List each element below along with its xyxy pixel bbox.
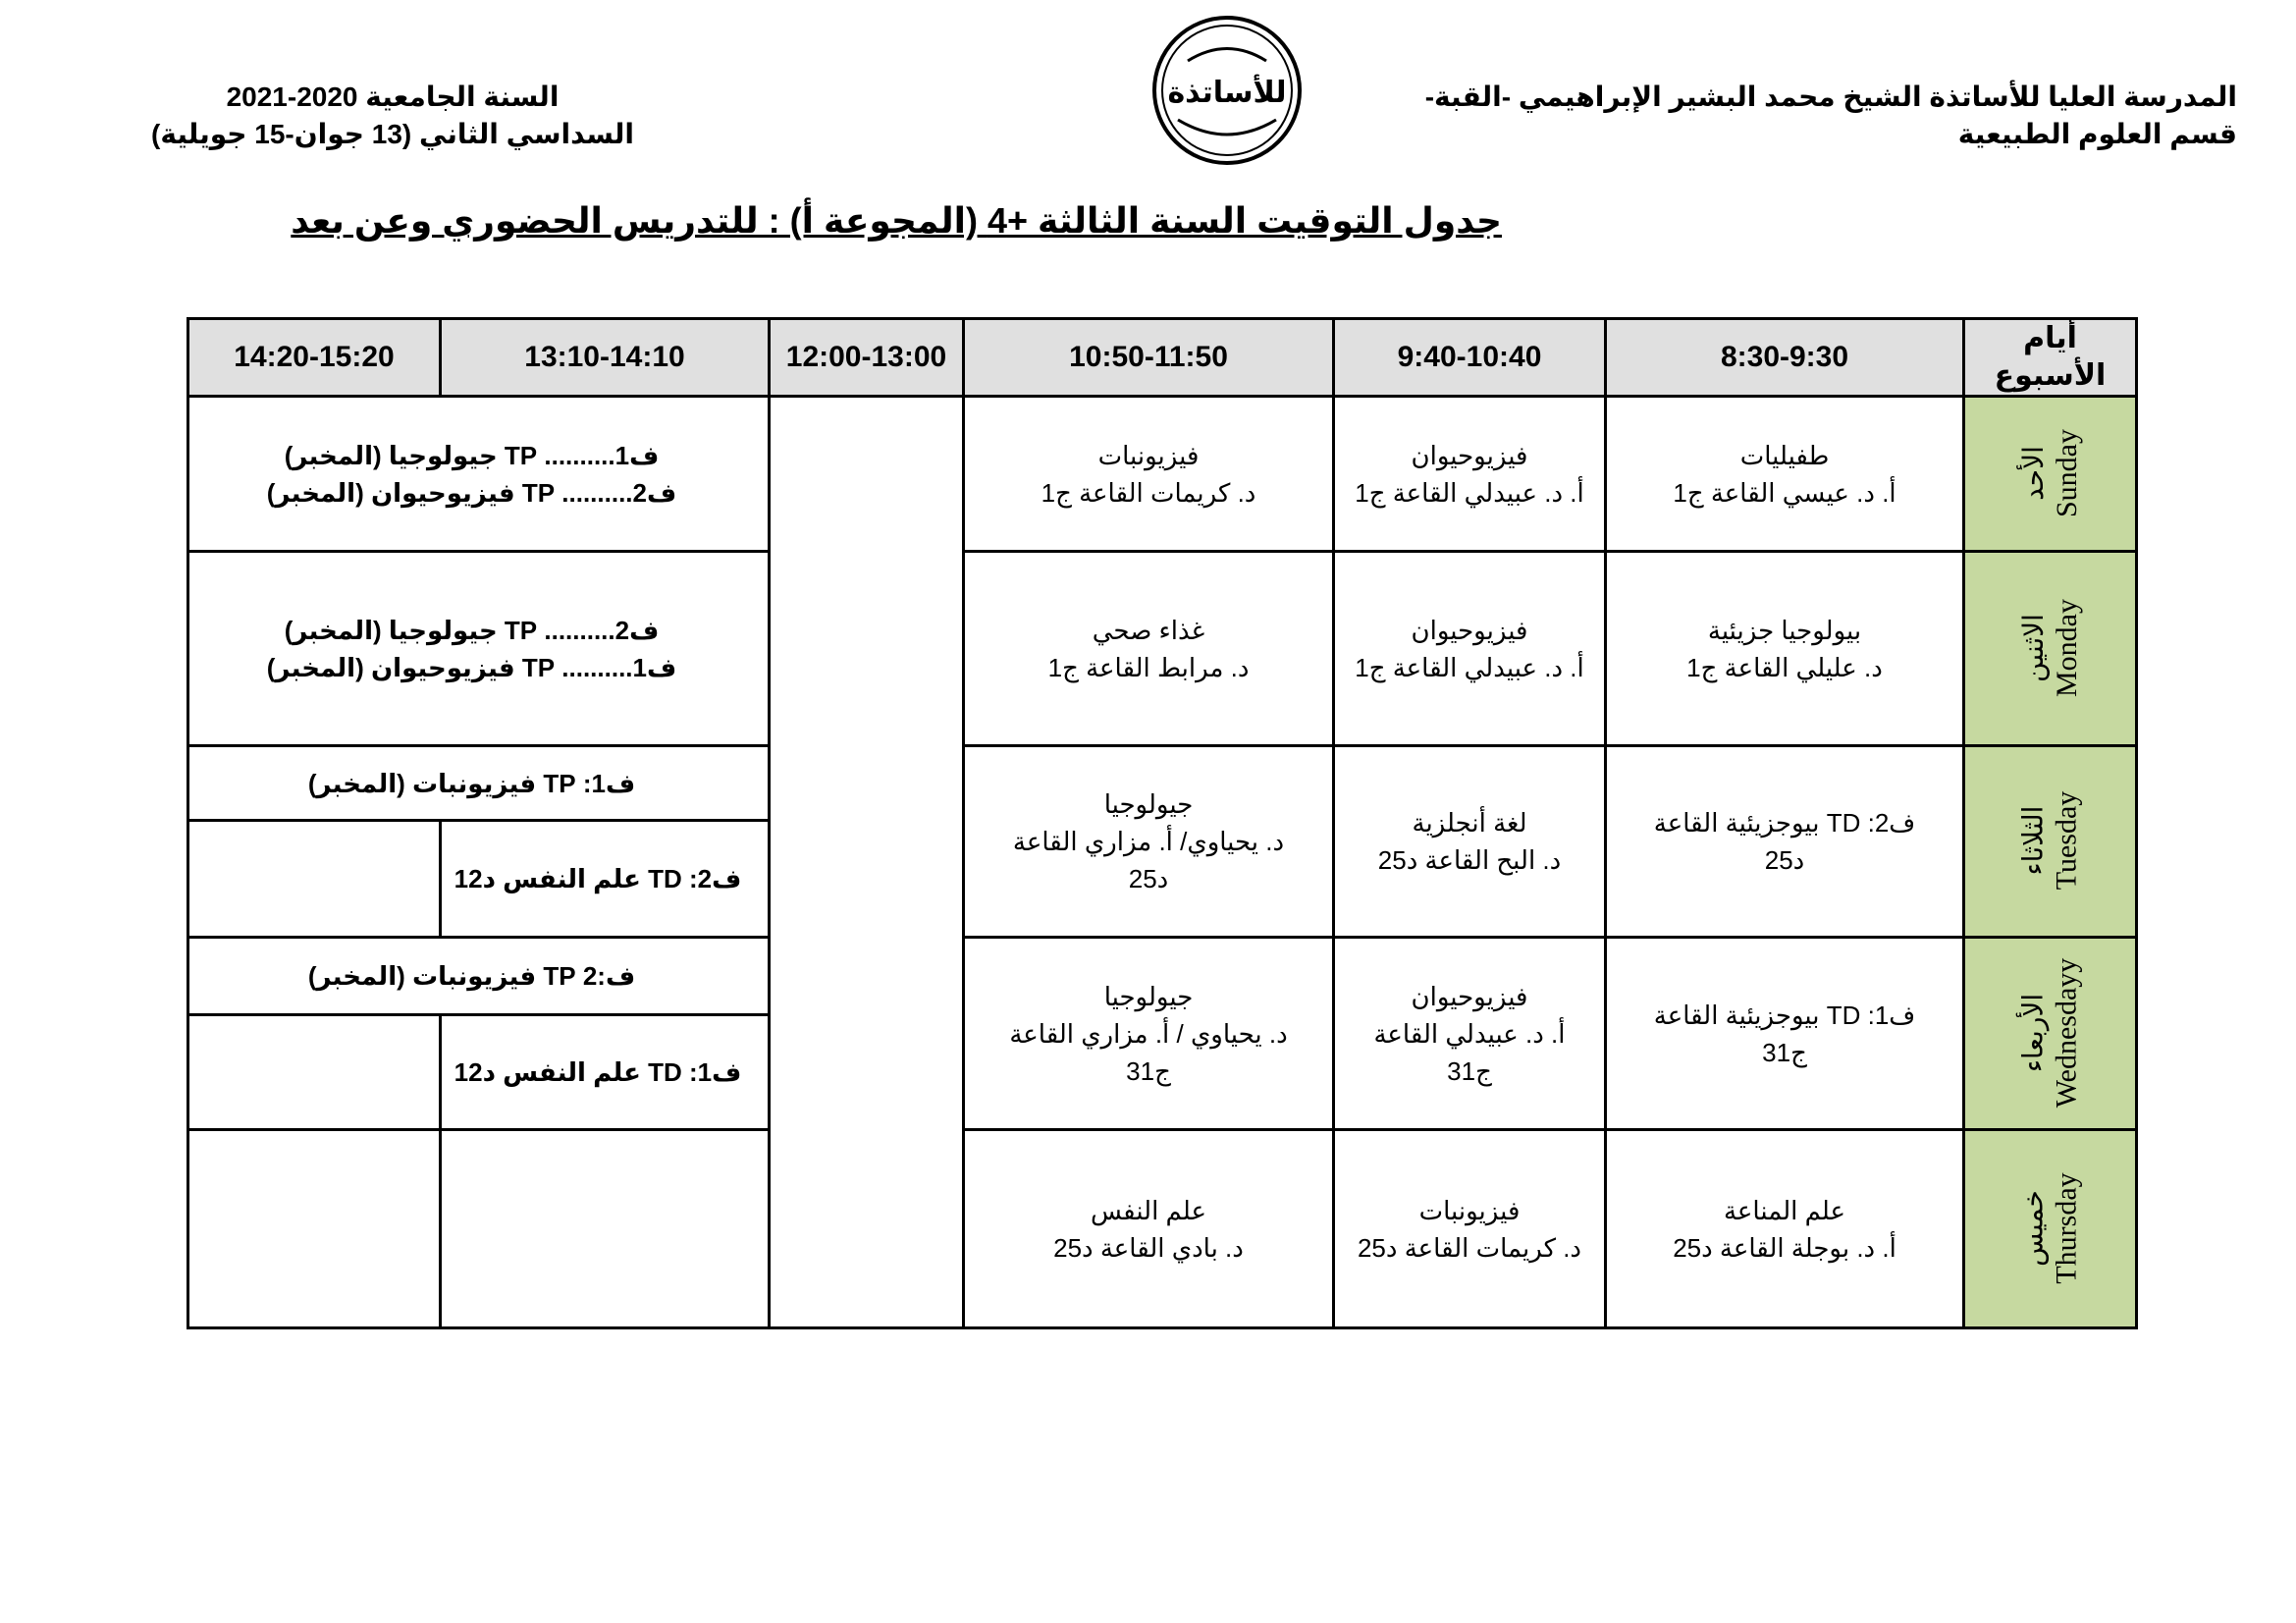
school-header xyxy=(1425,79,2237,153)
page-title: جدول التوقيت السنة الثالثة +4 (المجوعة أ) : للتدريس الحضوري وعن بعد xyxy=(291,200,1502,241)
sunday-tp-cell: ف1.......... TP جيولوجيا (المخبر) ف2.......... TP فيزيوحيوان (المخبر) xyxy=(188,397,770,552)
logo-text: للأساتذة xyxy=(1167,76,1287,110)
thursday-empty-cell-6 xyxy=(188,1130,441,1328)
tuesday-tp-cell: ف1: TP فيزيونبات (المخبر) xyxy=(188,746,770,821)
day-thursday: خميس Thursday xyxy=(1964,1130,2137,1328)
thursday-slot-3: علم النفس د. بادي القاعة د25 xyxy=(964,1130,1334,1328)
monday-slot-3: غذاء صحي د. مرابط القاعة ج1 xyxy=(964,552,1334,746)
wednesday-slot-1: ف1: TD بيوجزيئية القاعة ج31 xyxy=(1606,938,1964,1130)
tuesday-td-cell: ف2: TD علم النفس د12 xyxy=(441,821,770,938)
table-row xyxy=(188,397,2137,552)
department-name: قسم العلوم الطبيعية xyxy=(1957,119,2237,149)
sunday-slot-2: فيزيوحيوان أ. د. عبيدلي القاعة ج1 xyxy=(1334,397,1606,552)
wednesday-td-cell: ف1: TD علم النفس د12 xyxy=(441,1015,770,1130)
day-sunday: الأحد Sunday xyxy=(1964,397,2137,552)
table-row xyxy=(188,746,2137,821)
table-row xyxy=(188,938,2137,1015)
wednesday-slot-3: جيولوجيا د. يحياوي / أ. مزاري القاعة ج31 xyxy=(964,938,1334,1130)
header-slot-5: 13:10-14:10 xyxy=(441,319,770,397)
header-slot-1: 8:30-9:30 xyxy=(1606,319,1964,397)
school-name: المدرسة العليا للأساتذة الشيخ محمد البشير الإبراهيمي -القبة- xyxy=(1424,81,2237,112)
school-logo xyxy=(1148,12,1306,169)
day-monday: الاثنين Monday xyxy=(1964,552,2137,746)
monday-tp-cell: ف2.......... TP جيولوجيا (المخبر) ف1.......... TP فيزيوحيوان (المخبر) xyxy=(188,552,770,746)
wednesday-slot-2: فيزيوحيوان أ. د. عبيدلي القاعة ج31 xyxy=(1334,938,1606,1130)
thursday-slot-1: علم المناعة أ. د. بوجلة القاعة د25 xyxy=(1606,1130,1964,1328)
day-tuesday: الثلاثاء Tuesday xyxy=(1964,746,2137,938)
thursday-empty-cell-5 xyxy=(441,1130,770,1328)
semester: السداسي الثاني (13 جوان-15 جويلية) xyxy=(151,119,634,149)
lunch-break-cell xyxy=(770,397,964,1328)
sunday-slot-3: فيزيونبات د. كريمات القاعة ج1 xyxy=(964,397,1334,552)
tuesday-slot-3: جيولوجيا د. يحياوي/ أ. مزاري القاعة د25 xyxy=(964,746,1334,938)
thursday-slot-2: فيزيونبات د. كريمات القاعة د25 xyxy=(1334,1130,1606,1328)
table-row xyxy=(188,1130,2137,1328)
tuesday-slot-1: ف2: TD بيوجزيئية القاعة د25 xyxy=(1606,746,1964,938)
header-slot-6: 14:20-15:20 xyxy=(188,319,441,397)
year-header xyxy=(137,79,648,153)
header-days: أيام الأسبوع xyxy=(1964,319,2137,397)
wednesday-empty-cell xyxy=(188,1015,441,1130)
tuesday-slot-2: لغة أنجلزية د. البح القاعة د25 xyxy=(1334,746,1606,938)
monday-slot-2: فيزيوحيوان أ. د. عبيدلي القاعة ج1 xyxy=(1334,552,1606,746)
header-slot-4: 12:00-13:00 xyxy=(770,319,964,397)
tuesday-empty-cell xyxy=(188,821,441,938)
academic-year: السنة الجامعية 2020-2021 xyxy=(226,81,560,112)
table-header-row xyxy=(188,319,2137,397)
day-wednesday: الأربعاء Wednesdayy xyxy=(1964,938,2137,1130)
table-row xyxy=(188,552,2137,746)
header-slot-3: 10:50-11:50 xyxy=(964,319,1334,397)
monday-slot-1: بيولوجيا جزيئية د. عليلي القاعة ج1 xyxy=(1606,552,1964,746)
header-slot-2: 9:40-10:40 xyxy=(1334,319,1606,397)
timetable xyxy=(187,317,2138,1329)
sunday-slot-1: طفيليات أ. د. عيسي القاعة ج1 xyxy=(1606,397,1964,552)
wednesday-tp-cell: ف:2 TP فيزيونبات (المخبر) xyxy=(188,938,770,1015)
